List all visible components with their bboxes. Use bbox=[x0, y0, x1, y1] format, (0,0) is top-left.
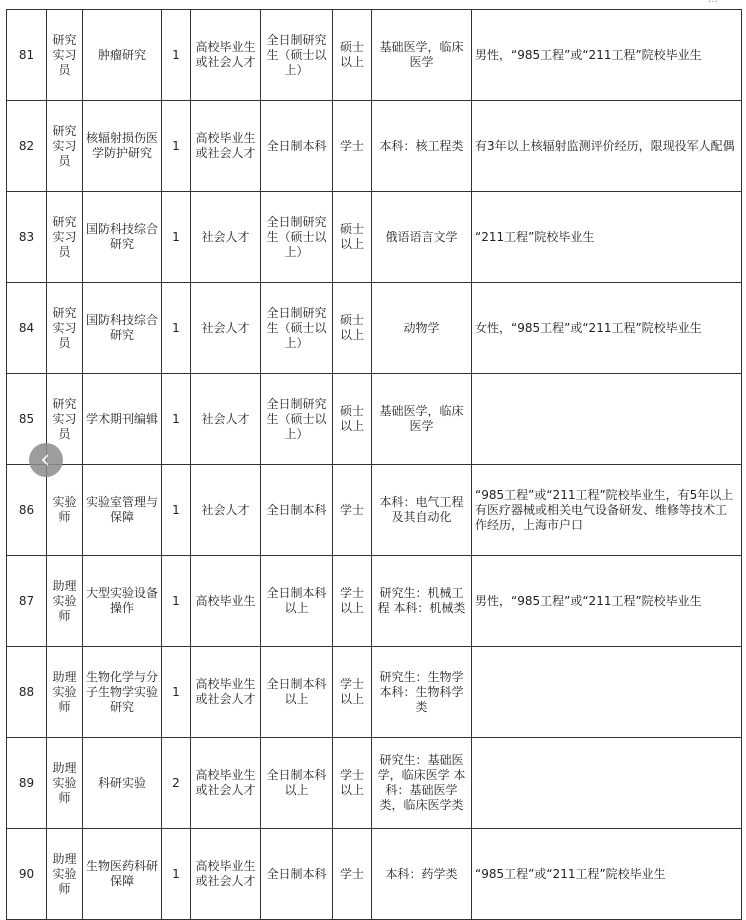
requirement-cell: 有3年以上核辐射监测评价经历，限现役军人配偶 bbox=[472, 101, 742, 192]
major-cell: 研究生：生物学 本科：生物科学类 bbox=[372, 647, 472, 738]
source-cell: 高校毕业生或社会人才 bbox=[191, 738, 261, 829]
count-cell: 1 bbox=[162, 374, 191, 465]
position-cell: 研究实习员 bbox=[47, 10, 83, 101]
major-cell: 基础医学，临床医学 bbox=[372, 374, 472, 465]
field-cell: 国防科技综合研究 bbox=[83, 283, 162, 374]
requirement-cell: “211工程”院校毕业生 bbox=[472, 192, 742, 283]
row-number-cell: 82 bbox=[7, 101, 47, 192]
field-cell: 生物医药科研保障 bbox=[83, 829, 162, 920]
source-cell: 社会人才 bbox=[191, 374, 261, 465]
education-cell: 全日制本科以上 bbox=[261, 556, 333, 647]
degree-cell: 学士 bbox=[333, 101, 372, 192]
major-cell: 研究生：基础医学，临床医学 本科：基础医学类，临床医学类 bbox=[372, 738, 472, 829]
position-cell: 实验师 bbox=[47, 465, 83, 556]
row-number-cell: 87 bbox=[7, 556, 47, 647]
requirement-cell: “985工程”或“211工程”院校毕业生，有5年以上有医疗器械或相关电气设备研发、维修等技术工作经历，上海市户口 bbox=[472, 465, 742, 556]
row-number-cell: 86 bbox=[7, 465, 47, 556]
source-cell: 高校毕业生或社会人才 bbox=[191, 101, 261, 192]
source-cell: 高校毕业生或社会人才 bbox=[191, 829, 261, 920]
education-cell: 全日制本科 bbox=[261, 101, 333, 192]
major-cell: 本科：核工程类 bbox=[372, 101, 472, 192]
source-cell: 社会人才 bbox=[191, 283, 261, 374]
education-cell: 全日制本科以上 bbox=[261, 738, 333, 829]
requirement-cell: 男性，“985工程”或“211工程”院校毕业生 bbox=[472, 10, 742, 101]
table-row bbox=[7, 829, 742, 920]
education-cell: 全日制研究生（硕士以上） bbox=[261, 192, 333, 283]
degree-cell: 硕士以上 bbox=[333, 374, 372, 465]
row-number-cell: 81 bbox=[7, 10, 47, 101]
education-cell: 全日制研究生（硕士以上） bbox=[261, 283, 333, 374]
degree-cell: 学士以上 bbox=[333, 647, 372, 738]
position-cell: 助理实验师 bbox=[47, 647, 83, 738]
requirement-cell: 女性，“985工程”或“211工程”院校毕业生 bbox=[472, 283, 742, 374]
field-cell: 大型实验设备操作 bbox=[83, 556, 162, 647]
row-number-cell: 90 bbox=[7, 829, 47, 920]
table-row bbox=[7, 283, 742, 374]
requirement-cell: “985工程”或“211工程”院校毕业生 bbox=[472, 829, 742, 920]
source-cell: 高校毕业生或社会人才 bbox=[191, 10, 261, 101]
major-cell: 本科：电气工程及其自动化 bbox=[372, 465, 472, 556]
count-cell: 1 bbox=[162, 10, 191, 101]
table-row bbox=[7, 556, 742, 647]
field-cell: 生物化学与分子生物学实验研究 bbox=[83, 647, 162, 738]
recruitment-table bbox=[6, 9, 742, 920]
source-cell: 高校毕业生 bbox=[191, 556, 261, 647]
major-cell: 本科：药学类 bbox=[372, 829, 472, 920]
row-number-cell: 89 bbox=[7, 738, 47, 829]
education-cell: 全日制本科 bbox=[261, 465, 333, 556]
table-row bbox=[7, 374, 742, 465]
count-cell: 1 bbox=[162, 829, 191, 920]
position-cell: 助理实验师 bbox=[47, 738, 83, 829]
table-row bbox=[7, 647, 742, 738]
row-number-cell: 84 bbox=[7, 283, 47, 374]
count-cell: 2 bbox=[162, 738, 191, 829]
field-cell: 实验室管理与保障 bbox=[83, 465, 162, 556]
requirement-cell bbox=[472, 374, 742, 465]
count-cell: 1 bbox=[162, 465, 191, 556]
previous-page-button[interactable] bbox=[29, 443, 63, 477]
position-cell: 研究实习员 bbox=[47, 101, 83, 192]
position-cell: 研究实习员 bbox=[47, 192, 83, 283]
row-number-cell: 83 bbox=[7, 192, 47, 283]
education-cell: 全日制本科 bbox=[261, 829, 333, 920]
table-row bbox=[7, 10, 742, 101]
degree-cell: 硕士以上 bbox=[333, 192, 372, 283]
education-cell: 全日制研究生（硕士以上） bbox=[261, 10, 333, 101]
source-cell: 高校毕业生或社会人才 bbox=[191, 647, 261, 738]
education-cell: 全日制本科以上 bbox=[261, 647, 333, 738]
requirement-cell: 男性，“985工程”或“211工程”院校毕业生 bbox=[472, 556, 742, 647]
position-cell: 研究实习员 bbox=[47, 374, 83, 465]
field-cell: 核辐射损伤医学防护研究 bbox=[83, 101, 162, 192]
position-cell: 研究实习员 bbox=[47, 283, 83, 374]
field-cell: 国防科技综合研究 bbox=[83, 192, 162, 283]
row-number-cell: 88 bbox=[7, 647, 47, 738]
field-cell: 科研实验 bbox=[83, 738, 162, 829]
table-row bbox=[7, 465, 742, 556]
table-body bbox=[7, 10, 742, 920]
row-number-cell: 85 bbox=[7, 374, 47, 465]
table-row bbox=[7, 101, 742, 192]
count-cell: 1 bbox=[162, 556, 191, 647]
count-cell: 1 bbox=[162, 283, 191, 374]
requirement-cell bbox=[472, 738, 742, 829]
position-cell: 助理实验师 bbox=[47, 556, 83, 647]
chevron-left-icon bbox=[39, 453, 53, 467]
major-cell: 俄语语言文学 bbox=[372, 192, 472, 283]
count-cell: 1 bbox=[162, 101, 191, 192]
degree-cell: 学士 bbox=[333, 829, 372, 920]
count-cell: 1 bbox=[162, 647, 191, 738]
education-cell: 全日制研究生（硕士以上） bbox=[261, 374, 333, 465]
degree-cell: 学士以上 bbox=[333, 556, 372, 647]
requirement-cell bbox=[472, 647, 742, 738]
table-row bbox=[7, 738, 742, 829]
top-strip bbox=[0, 0, 746, 9]
major-cell: 动物学 bbox=[372, 283, 472, 374]
top-mark bbox=[708, 0, 718, 5]
degree-cell: 学士 bbox=[333, 465, 372, 556]
major-cell: 研究生：机械工程 本科：机械类 bbox=[372, 556, 472, 647]
table-row bbox=[7, 192, 742, 283]
degree-cell: 学士以上 bbox=[333, 738, 372, 829]
count-cell: 1 bbox=[162, 192, 191, 283]
source-cell: 社会人才 bbox=[191, 192, 261, 283]
degree-cell: 硕士以上 bbox=[333, 283, 372, 374]
degree-cell: 硕士以上 bbox=[333, 10, 372, 101]
major-cell: 基础医学，临床医学 bbox=[372, 10, 472, 101]
source-cell: 社会人才 bbox=[191, 465, 261, 556]
position-cell: 助理实验师 bbox=[47, 829, 83, 920]
field-cell: 学术期刊编辑 bbox=[83, 374, 162, 465]
field-cell: 肿瘤研究 bbox=[83, 10, 162, 101]
